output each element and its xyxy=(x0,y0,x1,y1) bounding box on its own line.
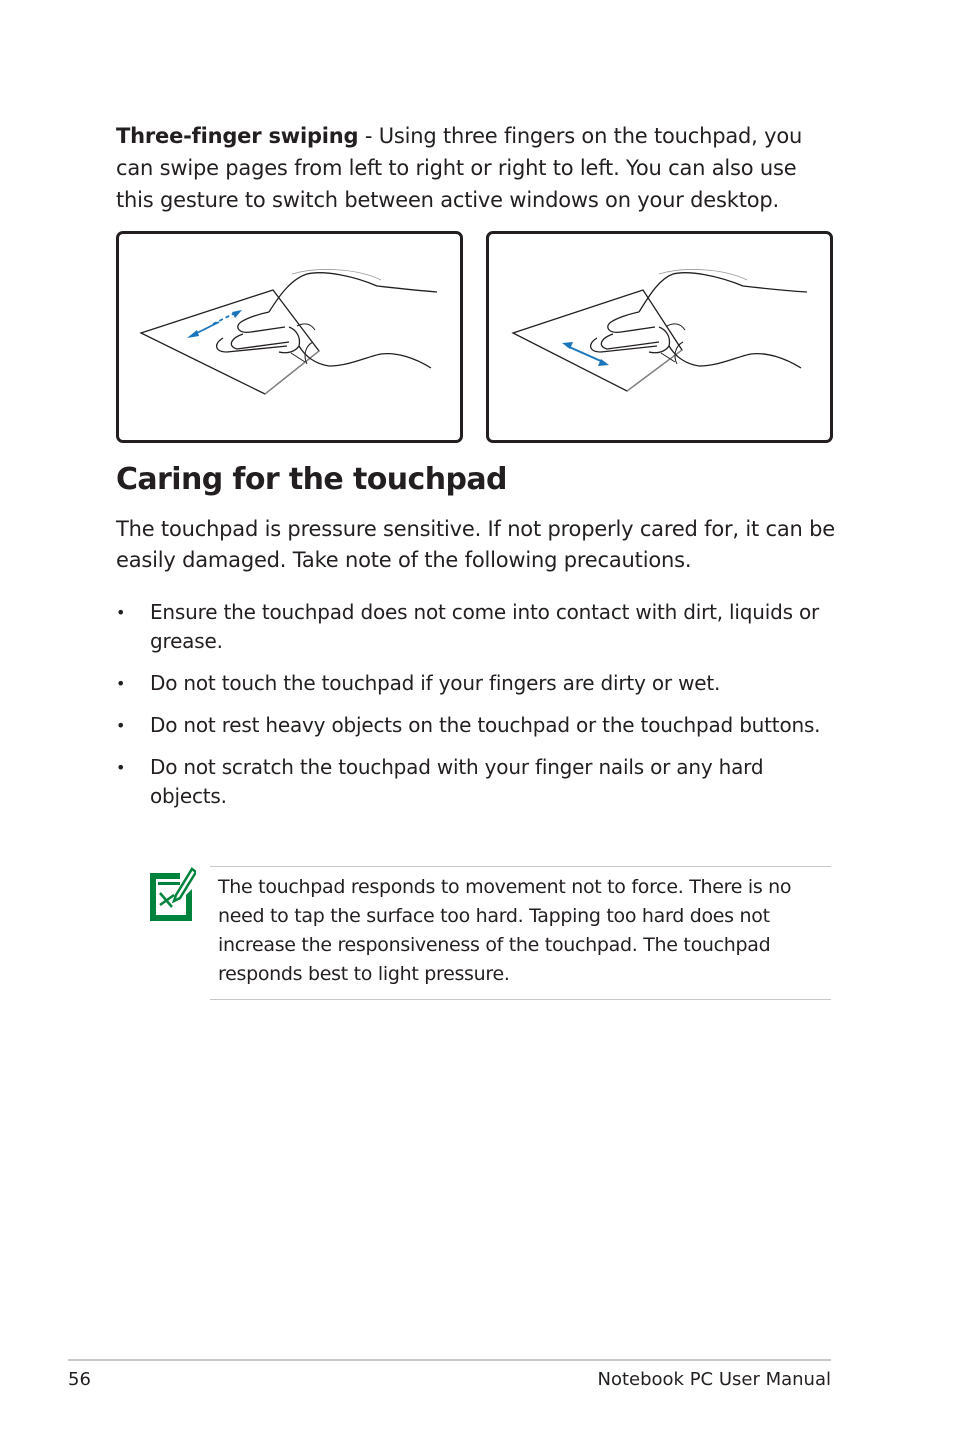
list-item xyxy=(116,753,836,811)
list-item-text: Do not scratch the touchpad with your finger nails or any hard objects. xyxy=(150,755,764,808)
footer-divider xyxy=(68,1359,831,1361)
intro-text: - Using three fingers on the touchpad, you can swipe pages from left to right or right to left. You can also use this gesture to switch between active windows on your desktop. xyxy=(116,124,803,212)
list-item-text: Ensure the touchpad does not come into contact with dirt, liquids or grease. xyxy=(150,600,820,653)
hand-on-touchpad-icon xyxy=(489,234,830,440)
section-title: Caring for the touchpad xyxy=(116,462,507,497)
note-text: The touchpad responds to movement not to force. There is no need to tap the surface too hard. Tapping too hard does not increase the responsiveness of the touchpad. The touchpad responds best to light pressure. xyxy=(218,876,792,985)
list-item xyxy=(116,669,836,698)
swipe-left-illustration xyxy=(116,231,463,443)
list-item xyxy=(116,711,836,740)
page-number: 56 xyxy=(68,1369,91,1390)
bullet-icon: • xyxy=(116,758,126,777)
bullet-icon: • xyxy=(116,603,126,622)
hand-on-touchpad-icon xyxy=(119,234,460,440)
list-item-text: Do not rest heavy objects on the touchpad or the touchpad buttons. xyxy=(150,713,821,737)
section-body: The touchpad is pressure sensitive. If not properly cared for, it can be easily damaged. Take note of the following precautions. xyxy=(116,517,835,572)
intro-lead: Three-finger swiping xyxy=(116,124,359,148)
note-divider-top xyxy=(210,866,831,867)
note-pencil-icon xyxy=(146,865,196,923)
intro-paragraph xyxy=(116,120,836,216)
precautions-list xyxy=(116,598,836,824)
bullet-icon: • xyxy=(116,716,126,735)
bullet-icon: • xyxy=(116,674,126,693)
document-title: Notebook PC User Manual xyxy=(597,1369,831,1390)
note-divider-bottom xyxy=(210,999,831,1000)
list-item xyxy=(116,598,836,656)
swipe-right-illustration xyxy=(486,231,833,443)
list-item-text: Do not touch the touchpad if your fingers are dirty or wet. xyxy=(150,671,721,695)
